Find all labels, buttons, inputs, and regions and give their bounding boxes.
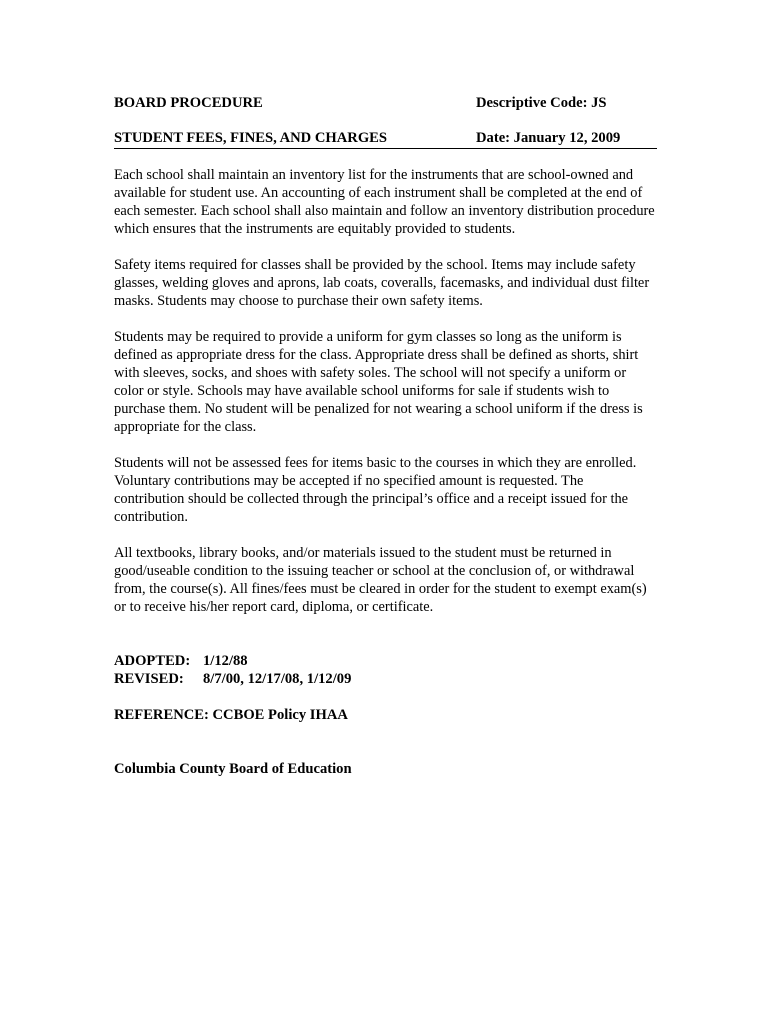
paragraph-textbooks: All textbooks, library books, and/or materials issued to the student must be returned in good/useable condition to the issuing teacher or school at the conclusion of, or withdrawal from, the course(s). All fines/fees must be cleared in order for the student to exempt exam(s) or to receive his/her report card, diploma, or certificate. <box>114 545 647 615</box>
adopted-date: 1/12/88 <box>203 653 248 669</box>
document-title: STUDENT FEES, FINES, AND CHARGES <box>114 130 388 146</box>
paragraph-fees: Students will not be assessed fees for items basic to the courses in which they are enrolled. Voluntary contributions may be accepted if no specified amount is requested. The contribution should be collected through the principal’s office and a receipt issued for the contribution. <box>114 455 637 525</box>
organization-name: Columbia County Board of Education <box>114 761 352 777</box>
paragraph-instruments: Each school shall maintain an inventory list for the instruments that are school-owned and available for student use. An accounting of each instrument shall be completed at the end of each semester. Each school shall also maintain and follow an inventory distribution procedure which ensures that the instruments are equitably provided to students. <box>114 167 655 237</box>
header-row-bottom <box>114 129 657 147</box>
paragraph-safety-items: Safety items required for classes shall be provided by the school. Items may include safety glasses, welding gloves and aprons, lab coats, coveralls, facemasks, and individual dust filter masks. Students may choose to purchase their own safety items. <box>114 257 650 309</box>
adopted-line <box>114 652 657 670</box>
paragraph-uniforms: Students may be required to provide a uniform for gym classes so long as the uniform is defined as appropriate dress for the class. Appropriate dress shall be defined as shorts, shirt with sleeves, socks, and shoes with safety soles. The school will not specify a uniform or color or style. Schools may have available school uniforms for sale if students wish to purchase them. No student will be penalized for not wearing a school uniform if the dress is appropriate for the class. <box>114 329 643 435</box>
adopted-label: ADOPTED: <box>114 653 191 669</box>
document-page <box>114 92 657 778</box>
descriptive-code: Descriptive Code: JS <box>476 95 607 111</box>
policy-reference: REFERENCE: CCBOE Policy IHAA <box>114 707 348 723</box>
revised-dates: 8/7/00, 12/17/08, 1/12/09 <box>203 671 352 687</box>
revised-line <box>114 670 657 688</box>
document-type: BOARD PROCEDURE <box>114 95 263 111</box>
header-row-top <box>114 94 657 112</box>
revised-label: REVISED: <box>114 671 184 687</box>
header-divider <box>114 148 657 149</box>
document-date: Date: January 12, 2009 <box>476 130 621 146</box>
